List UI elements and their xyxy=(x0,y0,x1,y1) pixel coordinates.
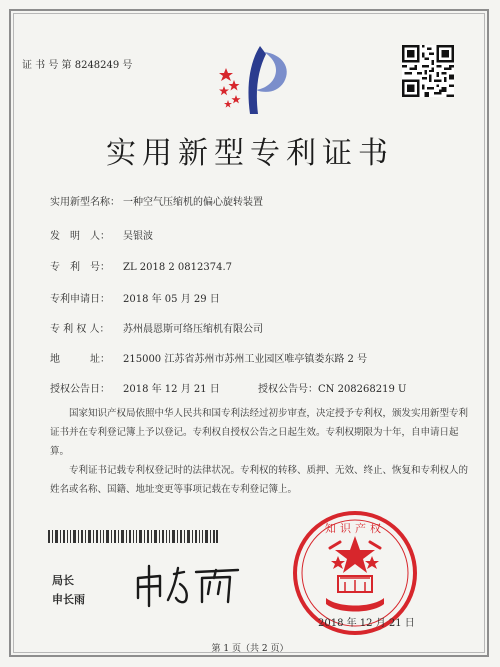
field-address xyxy=(50,350,367,365)
field-label: 地 址： xyxy=(50,354,110,365)
field-application-date xyxy=(50,290,220,305)
certificate-number: 证 书 号 第 8248249 号 xyxy=(22,60,133,71)
handwritten-signature-icon xyxy=(130,560,250,610)
svg-text:知识产权: 知识产权 xyxy=(325,522,385,535)
field-inventor xyxy=(50,227,153,242)
field-value: 吴银波 xyxy=(123,231,153,242)
paragraph-text: 国家知识产权局依照中华人民共和国专利法经过初步审查，决定授予专利权，颁发实用新型专利证书并在专利登记簿上予以登记。专利权自授权公告之日起生效。专利权期限为十年，自申请日起算。 xyxy=(50,408,469,457)
field-value: ZL 2018 2 0812374.7 xyxy=(123,262,233,273)
director-title: 局长 xyxy=(52,574,74,587)
director-name: 申长雨 xyxy=(52,593,85,606)
field-patentee xyxy=(50,320,263,335)
field-value: 苏州晨恩斯可络压缩机有限公司 xyxy=(123,324,263,335)
page-number: 第 1 页（共 2 页） xyxy=(211,644,289,654)
field-label: 实用新型名称： xyxy=(50,197,120,208)
seal-date: 2018 年 12 月 21 日 xyxy=(318,618,415,629)
field-utility-model-name xyxy=(50,193,263,208)
field-label: 专 利 权 人： xyxy=(50,324,110,335)
field-value: 一种空气压缩机的偏心旋转装置 xyxy=(123,197,263,208)
paragraph-text: 专利证书记载专利权登记时的法律状况。专利权的转移、质押、无效、终止、恢复和专利权人的姓名或名称、国籍、地址变更等事项记载在专利登记簿上。 xyxy=(50,465,469,495)
legal-paragraph-2 xyxy=(50,461,470,499)
grant-date-value: 2018 年 12 月 21 日 xyxy=(123,384,220,395)
qr-code-icon xyxy=(402,45,454,97)
field-value: 2018 年 05 月 29 日 xyxy=(123,294,220,305)
field-label: 发 明 人： xyxy=(50,231,110,242)
field-value: 215000 江苏省苏州市苏州工业园区唯亭镇娄东路 2 号 xyxy=(123,354,368,365)
grant-pub-value: CN 208268219 U xyxy=(318,384,407,395)
grant-pub-label: 授权公告号： xyxy=(258,384,318,395)
grant-date xyxy=(50,380,220,395)
certificate-title: 实用新型专利证书 xyxy=(106,136,394,171)
grant-publication-number xyxy=(258,380,406,395)
field-label: 专利申请日： xyxy=(50,294,110,305)
legal-paragraph-1 xyxy=(50,404,470,461)
field-patent-number xyxy=(50,258,232,273)
grant-date-label: 授权公告日： xyxy=(50,384,110,395)
barcode-icon xyxy=(48,530,218,543)
cnipa-logo-icon xyxy=(208,40,298,120)
field-label: 专 利 号： xyxy=(50,262,110,273)
